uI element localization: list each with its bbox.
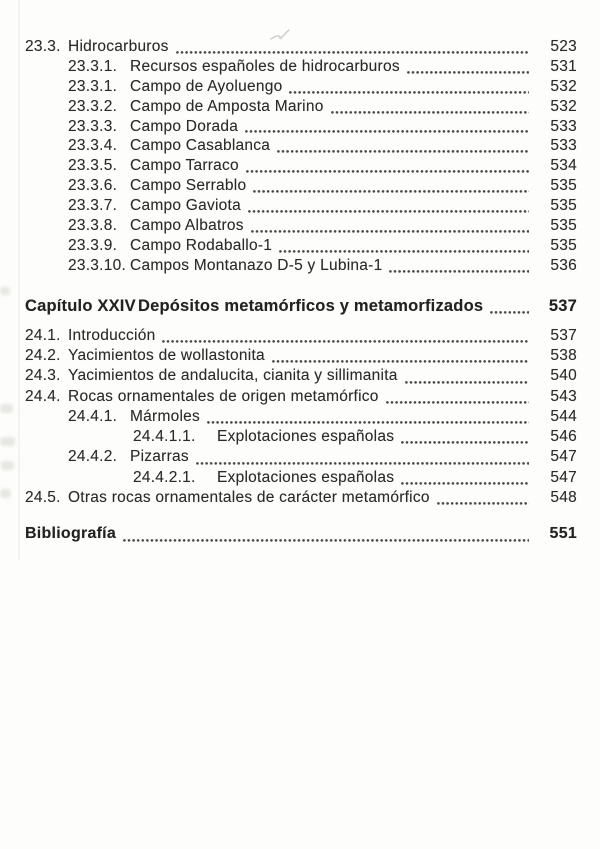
toc-entry-label: Campo Casablanca (130, 137, 271, 155)
dot-leader (207, 421, 529, 424)
dot-leader (331, 111, 529, 114)
toc-entry (25, 217, 577, 237)
toc-entry-number: 24.4.1. (68, 407, 118, 425)
page-bleed-through-mark (0, 489, 11, 498)
toc-entry-page-number: 523 (550, 38, 577, 55)
toc-entry-label: Hidrocarburos (68, 38, 169, 55)
toc-entry-number: 24.4.1.1. (133, 428, 196, 446)
dot-leader (272, 360, 529, 363)
toc-entry-label: Campos Montanazo D-5 y Lubina-1 (130, 256, 383, 274)
toc-entry (25, 489, 577, 509)
toc-entry-page-number: 538 (550, 346, 577, 364)
toc-entry (25, 137, 577, 157)
dot-leader (490, 311, 529, 314)
toc-entry-page-number: 536 (550, 256, 577, 274)
chapter-page-number: 537 (548, 296, 577, 315)
toc-entry-label: Otras rocas ornamentales de carácter metamórfico (68, 489, 430, 507)
toc-entry-page-number: 540 (550, 367, 577, 385)
toc-entry-number: 24.4.2. (68, 448, 118, 466)
toc-entry (25, 367, 577, 387)
table-of-contents (25, 38, 577, 547)
toc-entry-page-number: 535 (550, 177, 577, 195)
dot-leader (253, 190, 529, 193)
toc-entry (25, 177, 577, 197)
chapter-title: Depósitos metamórficos y metamorfizados (138, 296, 484, 315)
dot-leader (405, 381, 529, 384)
dot-leader (123, 539, 529, 542)
toc-entry-label: Introducción (68, 326, 156, 344)
toc-entry (25, 428, 577, 448)
toc-entry-page-number: 531 (550, 57, 577, 75)
toc-entry (25, 388, 577, 408)
dot-leader (196, 462, 529, 465)
dot-leader (251, 230, 529, 233)
dot-leader (389, 270, 529, 273)
dot-leader (246, 170, 529, 173)
toc-entry-page-number: 547 (550, 468, 577, 486)
page-bleed-through-mark (0, 287, 10, 295)
dot-leader (248, 210, 529, 213)
page-bleed-through-mark (0, 404, 13, 413)
toc-entry (25, 98, 577, 118)
toc-entry (25, 327, 577, 347)
toc-entry-label: Campo Gaviota (130, 197, 241, 215)
toc-entry-label: Campo Dorada (130, 117, 239, 135)
toc-entry-label: Yacimientos de wollastonita (68, 346, 265, 364)
toc-entry (25, 118, 577, 138)
toc-entry-page-number: 533 (550, 137, 577, 155)
toc-entry-page-number: 546 (550, 428, 577, 446)
toc-entry-label: Campo Albatros (130, 217, 244, 235)
toc-entry (25, 78, 577, 98)
toc-entry-label: Campo Rodaballo-1 (130, 236, 273, 254)
dot-leader (279, 250, 529, 253)
dot-leader (386, 401, 529, 404)
toc-entry-label: Campo Serrablo (130, 177, 247, 195)
toc-section-24 (25, 327, 577, 510)
toc-entry-page-number: 548 (550, 489, 577, 507)
toc-entry-number: 23.3.7. (68, 197, 118, 215)
toc-entry-label: Campo Tarraco (130, 157, 239, 175)
dot-leader (176, 51, 529, 54)
toc-entry-number: 23.3.1. (68, 77, 118, 95)
toc-entry (25, 469, 577, 489)
chapter-heading (25, 297, 577, 319)
toc-entry-number: 24.3. (25, 367, 61, 385)
dot-leader (245, 130, 529, 133)
toc-entry-number: 23.3.9. (68, 236, 118, 254)
toc-entry-number: 23.3.2. (68, 97, 118, 115)
chapter-number: Capítulo XXIV (25, 296, 136, 315)
toc-entry-page-number: 534 (550, 157, 577, 175)
bibliography-entry (25, 525, 577, 547)
dot-leader (277, 150, 529, 153)
toc-entry-label: Mármoles (130, 407, 201, 425)
toc-entry-number: 23.3.1. (68, 57, 118, 75)
bibliography-label: Bibliografía (25, 525, 117, 543)
toc-entry-number: 24.5. (25, 489, 61, 507)
toc-entry-page-number: 537 (550, 326, 577, 344)
bibliography-page-number: 551 (549, 525, 577, 543)
toc-entry-page-number: 543 (550, 387, 577, 405)
toc-entry-page-number: 532 (550, 77, 577, 95)
toc-entry-number: 23.3. (25, 38, 61, 55)
toc-entry (25, 408, 577, 428)
toc-entry-number: 24.2. (25, 346, 61, 364)
toc-entry (25, 38, 577, 58)
scan-gutter-shadow (18, 0, 20, 560)
toc-entry-number: 24.4.2.1. (133, 468, 196, 486)
toc-entry-number: 23.3.4. (68, 137, 118, 155)
toc-entry (25, 197, 577, 217)
toc-entry-label: Campo de Ayoluengo (130, 77, 283, 95)
toc-entry-number: 23.3.10. (68, 256, 127, 274)
toc-entry-label: Yacimientos de andalucita, cianita y sillimanita (68, 367, 398, 385)
toc-entry-number: 23.3.6. (68, 177, 118, 195)
toc-entry (25, 448, 577, 468)
dot-leader (289, 91, 529, 94)
toc-entry-page-number: 547 (550, 448, 577, 466)
dot-leader (437, 502, 529, 505)
toc-entry-number: 23.3.8. (68, 217, 118, 235)
dot-leader (401, 441, 529, 444)
toc-entry-number: 24.4. (25, 387, 61, 405)
toc-entry-label: Campo de Amposta Marino (130, 97, 324, 115)
page-bleed-through-mark (0, 437, 15, 446)
toc-entry (25, 257, 577, 277)
toc-entry (25, 237, 577, 257)
toc-entry-page-number: 544 (550, 407, 577, 425)
page-bleed-through-mark (1, 461, 14, 470)
toc-section-23 (25, 38, 577, 277)
toc-entry-number: 23.3.3. (68, 117, 118, 135)
dot-leader (407, 71, 529, 74)
toc-entry-number: 23.3.5. (68, 157, 118, 175)
dot-leader (401, 482, 529, 485)
toc-entry-page-number: 533 (550, 117, 577, 135)
toc-entry-label: Recursos españoles de hidrocarburos (130, 57, 400, 75)
toc-entry-label: Explotaciones españolas (217, 428, 395, 446)
toc-entry-number: 24.1. (25, 326, 61, 344)
toc-entry-label: Rocas ornamentales de origen metamórfico (68, 387, 379, 405)
toc-entry-label: Explotaciones españolas (217, 468, 395, 486)
toc-entry-page-number: 535 (550, 236, 577, 254)
toc-entry-page-number: 535 (550, 197, 577, 215)
toc-entry-page-number: 535 (550, 217, 577, 235)
dot-leader (162, 340, 529, 343)
toc-entry (25, 347, 577, 367)
toc-entry (25, 157, 577, 177)
toc-entry-label: Pizarras (130, 448, 189, 466)
toc-entry (25, 58, 577, 78)
toc-entry-page-number: 532 (550, 97, 577, 115)
